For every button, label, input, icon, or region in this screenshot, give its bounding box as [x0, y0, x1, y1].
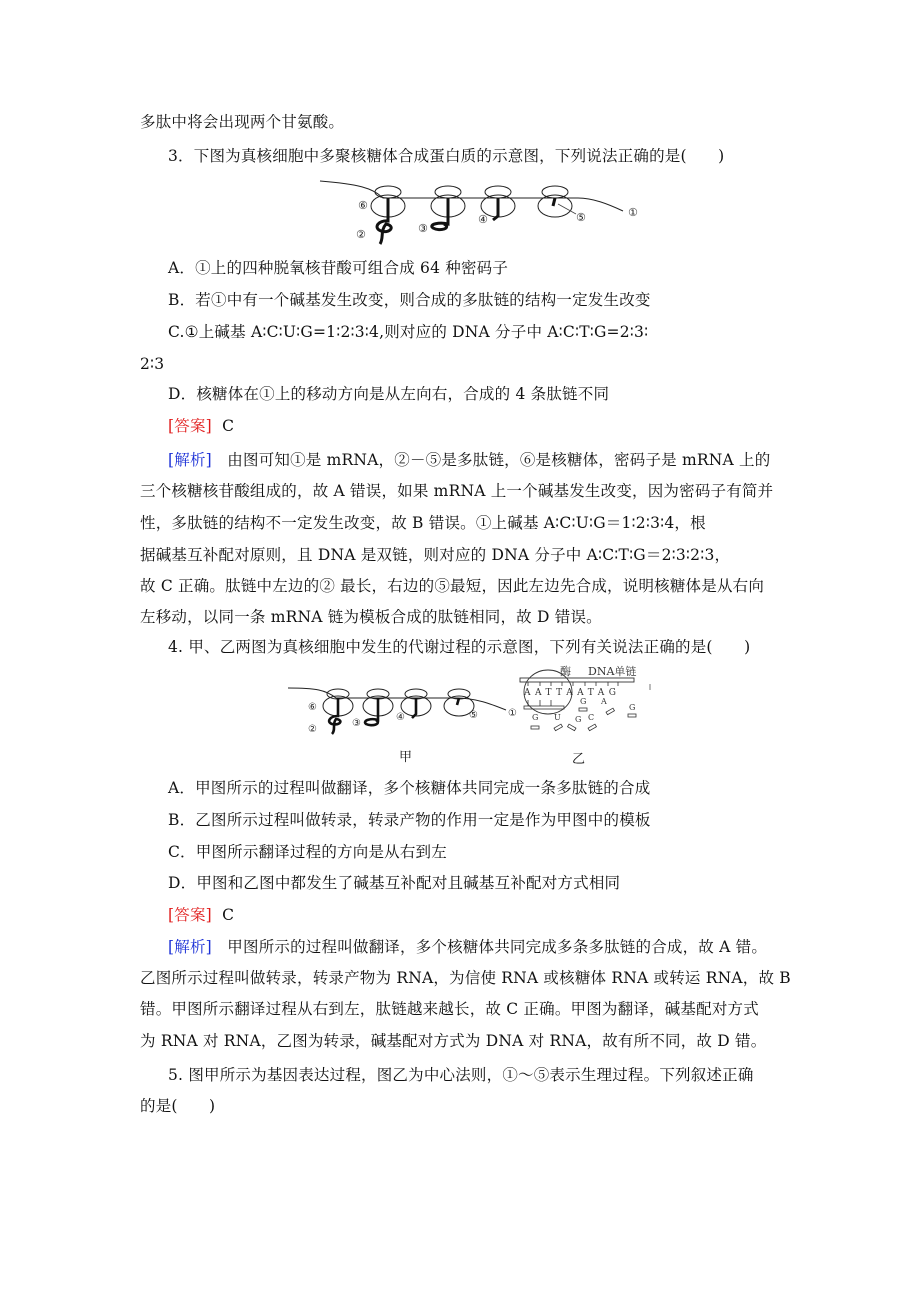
q4-answer [168, 905, 785, 925]
analysis-tag: [解析] [168, 451, 212, 469]
svg-text:A: A [601, 697, 607, 706]
q4-analysis-line1: [解析] 甲图所示的过程叫做翻译，多个核糖体共同完成多条多肽链的合成，故 A 错。 [168, 938, 768, 956]
svg-text:G: G [629, 703, 636, 712]
dna-bases: AATTAATAG [524, 688, 621, 698]
q3-analysis-line: 性，多肽链的结构不一定发生改变，故 B 错误。①上碱基 A∶C∶U∶G＝1∶2∶3∶4，根 [140, 514, 706, 532]
text-line: 多肽中将会出现两个甘氨酸。 [140, 113, 345, 131]
question-5-stem-line2: 的是( ) [140, 1097, 216, 1115]
svg-text:G: G [532, 713, 539, 722]
q4-analysis-line: 错。甲图所示翻译过程从右到左，肽链越来越长，故 C 正确。甲图为翻译，碱基配对方式 [140, 1000, 759, 1018]
q4-analysis-line: 为 RNA 对 RNA，乙图为转录，碱基配对方式为 DNA 对 RNA，故有所不同，故 D 错。 [140, 1032, 767, 1050]
svg-text:G: G [575, 715, 582, 724]
q3-option-d: D．核糖体在①上的移动方向是从左向右，合成的 4 条肽链不同 [168, 385, 610, 403]
svg-text:C: C [588, 713, 595, 722]
question-5-stem-line1: 5. 图甲所示为基因表达过程，图乙为中心法则，①～⑤表示生理过程。下列叙述正确 [168, 1066, 754, 1084]
q3-analysis-line: 据碱基互补配对原则，且 DNA 是双链，则对应的 DNA 分子中 A∶C∶T∶G＝2∶3∶2∶3， [140, 546, 731, 564]
label-5: ⑤ [576, 211, 586, 224]
enzyme-label: 酶 [560, 665, 571, 678]
answer-value: C [222, 417, 235, 435]
q3-option-c-line1: C.①上碱基 A∶C∶U∶G=1∶2∶3∶4,则对应的 DNA 分子中 A∶C∶T∶G=2∶3∶ [168, 323, 649, 341]
q4-option-a: A．甲图所示的过程叫做翻译，多个核糖体共同完成一条多肽链的合成 [168, 779, 651, 797]
q3-answer [168, 416, 785, 436]
q3-analysis-line1: [解析] 由图可知①是 mRNA，②－⑤是多肽链，⑥是核糖体，密码子是 mRNA 上的 [168, 451, 771, 469]
svg-text:G: G [580, 697, 587, 706]
svg-text:⑤: ⑤ [469, 710, 478, 721]
svg-text:②: ② [308, 724, 317, 735]
answer-tag: [答案] [168, 417, 212, 435]
svg-text:①: ① [508, 708, 517, 719]
q4-analysis-line: 乙图所示过程叫做转录，转录产物为 RNA，为信使 RNA 或核糖体 RNA 或转运 RNA，故 B [140, 969, 791, 987]
question-3-stem: 3．下图为真核细胞中多聚核糖体合成蛋白质的示意图，下列说法正确的是( ) [168, 147, 725, 165]
figure-jia [286, 664, 521, 744]
label-2: ② [356, 228, 366, 241]
answer-value: C [222, 906, 235, 924]
answer-tag: [答案] [168, 906, 212, 924]
q3-option-c-line2: 2∶3 [140, 355, 165, 373]
figure-yi-caption: 乙 [572, 752, 586, 767]
dna-strand-label: DNA单链 [588, 665, 637, 678]
svg-text:③: ③ [352, 718, 361, 729]
label-6: ⑥ [358, 199, 368, 212]
question-4-stem: 4. 甲、乙两图为真核细胞中发生的代谢过程的示意图，下列有关说法正确的是( ) [168, 638, 751, 656]
label-4: ④ [478, 213, 488, 226]
q3-option-b: B．若①中有一个碱基发生改变，则合成的多肽链的结构一定发生改变 [168, 291, 651, 309]
svg-text:⑥: ⑥ [308, 702, 317, 713]
label-1: ① [628, 206, 638, 219]
polyribosome-diagram [318, 176, 648, 246]
q3-analysis-line: 左移动，以同一条 mRNA 链为模板合成的肽链相同，故 D 错误。 [140, 608, 602, 626]
analysis-tag: [解析] [168, 938, 212, 956]
svg-text:④: ④ [396, 712, 405, 723]
q3-analysis-line: 三个核糖核苷酸组成的，故 A 错误，如果 mRNA 上一个碱基发生改变，因为密码子有简并 [140, 482, 774, 500]
q4-option-b: B．乙图所示过程叫做转录，转录产物的作用一定是作为甲图中的模板 [168, 811, 651, 829]
q3-option-a: A．①上的四种脱氧核苷酸可组合成 64 种密码子 [168, 259, 509, 277]
polyribosome-figure [318, 176, 648, 246]
q4-option-d: D．甲图和乙图中都发生了碱基互补配对且碱基互补配对方式相同 [168, 874, 621, 892]
svg-text:U: U [554, 713, 561, 722]
figure-yi [518, 664, 658, 744]
q4-option-c: C．甲图所示翻译过程的方向是从右到左 [168, 843, 447, 861]
figure-jia-caption: 甲 [399, 750, 413, 765]
label-3: ③ [418, 222, 428, 235]
q3-analysis-line: 故 C 正确。肽链中左边的② 最长，右边的⑤最短，因此左边先合成，说明核糖体是从右向 [140, 577, 765, 595]
